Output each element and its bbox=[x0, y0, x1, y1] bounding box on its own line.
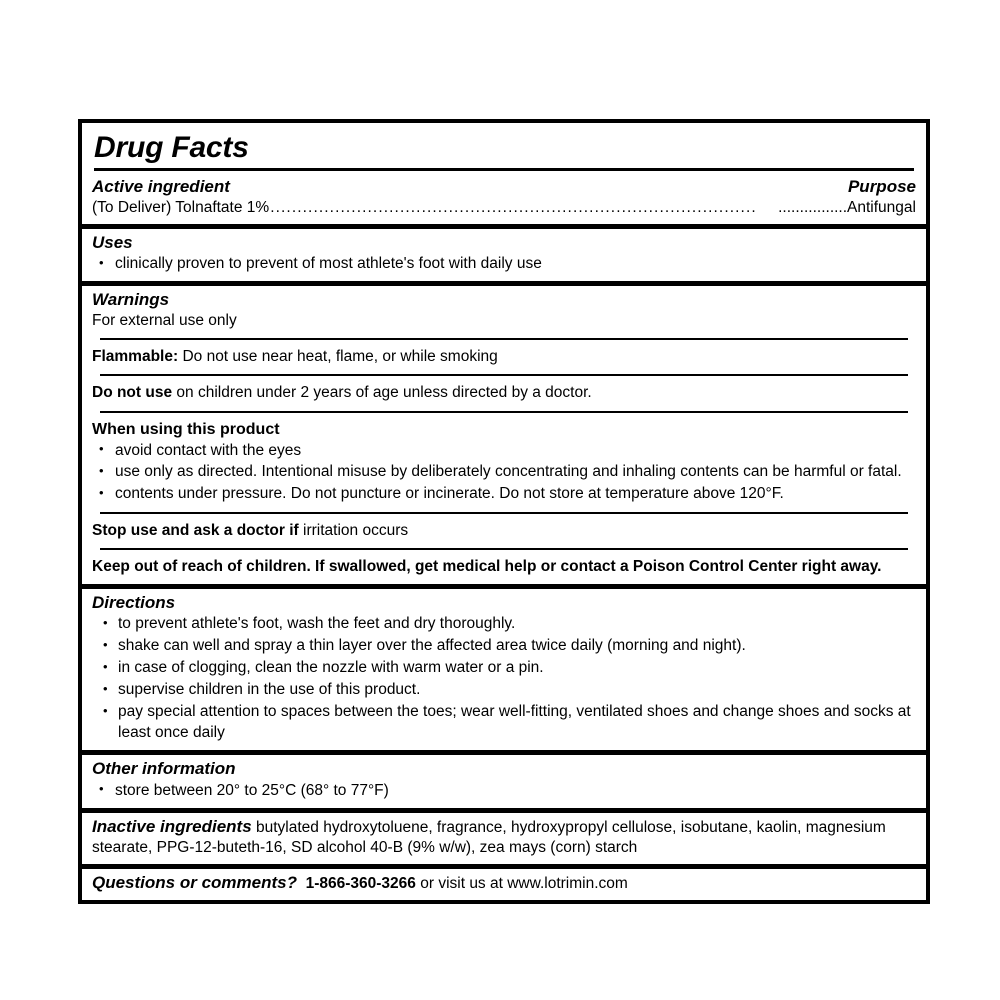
list-item: • pay special attention to spaces between the toes; wear well-fitting, ventilated shoes and change shoes and socks at least once daily bbox=[92, 702, 916, 744]
list-item: • to prevent athlete's foot, wash the feet and dry thoroughly. bbox=[92, 614, 916, 635]
purpose-heading: Purpose bbox=[847, 177, 916, 197]
when-using-heading: When using this product bbox=[92, 420, 280, 438]
warnings-divider-5 bbox=[100, 548, 908, 550]
warnings-stop-use bbox=[92, 521, 916, 541]
list-item: • supervise children in the use of this product. bbox=[92, 680, 916, 701]
warnings-divider-3 bbox=[100, 411, 908, 413]
warnings-do-not-use bbox=[92, 383, 916, 403]
stop-use-label: Stop use and ask a doctor if bbox=[92, 522, 299, 540]
warnings-external-use: For external use only bbox=[92, 312, 237, 330]
stop-use-text: irritation occurs bbox=[298, 522, 409, 540]
warnings-keep-out-of-reach bbox=[92, 557, 916, 577]
other-information-heading: Other information bbox=[92, 758, 236, 778]
warnings-divider-4 bbox=[100, 512, 908, 514]
warnings-divider-2 bbox=[100, 374, 908, 376]
warnings-flammable bbox=[92, 347, 916, 367]
other-information-list bbox=[92, 781, 916, 802]
flammable-text: Do not use near heat, flame, or while smoking bbox=[178, 348, 498, 366]
purpose-value: Antifungal bbox=[847, 198, 916, 216]
list-item: • clinically proven to prevent of most athlete's foot with daily use bbox=[92, 254, 916, 275]
section-uses bbox=[82, 224, 926, 282]
leader-dots: .......................................................................................... bbox=[270, 198, 757, 216]
active-ingredient-heading-row bbox=[92, 177, 916, 198]
inactive-ingredients-heading: Inactive ingredients bbox=[92, 816, 252, 836]
when-using-list bbox=[92, 441, 916, 506]
uses-list bbox=[92, 254, 916, 275]
questions-heading: Questions or comments? bbox=[92, 872, 297, 892]
active-ingredient-row bbox=[92, 198, 916, 218]
list-item: • store between 20° to 25°C (68° to 77°F) bbox=[92, 781, 916, 802]
directions-list bbox=[92, 614, 916, 744]
questions-text: or visit us at www.lotrimin.com bbox=[415, 874, 628, 892]
list-item: • in case of clogging, clean the nozzle with warm water or a pin. bbox=[92, 658, 916, 679]
section-inactive-ingredients bbox=[82, 808, 926, 864]
drug-facts-label bbox=[78, 119, 930, 904]
section-directions bbox=[82, 584, 926, 750]
leader-dots-tight: ....... bbox=[778, 198, 809, 216]
warnings-divider-1 bbox=[100, 338, 908, 340]
questions-paragraph bbox=[92, 873, 916, 894]
list-item: • contents under pressure. Do not puncture or incinerate. Do not store at temperature above 120°F. bbox=[92, 484, 916, 505]
section-active-ingredient bbox=[82, 123, 926, 224]
leader-dots-end: ......... bbox=[808, 198, 848, 216]
do-not-use-text: on children under 2 years of age unless directed by a doctor. bbox=[172, 384, 592, 402]
do-not-use-label: Do not use bbox=[92, 384, 173, 402]
section-other-information bbox=[82, 750, 926, 808]
keep-out-text: If swallowed, get medical help or contact a Poison Control Center right away. bbox=[310, 558, 882, 576]
active-ingredient-name: (To Deliver) Tolnaftate 1% bbox=[92, 198, 270, 216]
uses-heading: Uses bbox=[92, 232, 133, 252]
directions-heading: Directions bbox=[92, 592, 176, 612]
list-item: • shake can well and spray a thin layer over the affected area twice daily (morning and night). bbox=[92, 636, 916, 657]
inactive-ingredients-text: butylated hydroxytoluene, fragrance, hydroxypropyl cellulose, isobutane, kaolin, magnesium stearate, PPG-12-buteth-16, SD alcohol 40-B (9% w/w), zea mays (corn) starch bbox=[92, 818, 886, 856]
questions-phone: 1-866-360-3266 bbox=[305, 874, 416, 892]
page-title: Drug Facts bbox=[94, 131, 249, 164]
warnings-heading: Warnings bbox=[92, 290, 170, 310]
keep-out-label: Keep out of reach of children. bbox=[92, 558, 311, 576]
section-questions bbox=[82, 864, 926, 900]
flammable-label: Flammable: bbox=[92, 348, 179, 366]
inactive-ingredients-paragraph bbox=[92, 817, 916, 858]
list-item: • avoid contact with the eyes bbox=[92, 441, 916, 462]
list-item: • use only as directed. Intentional misuse by deliberately concentrating and inhaling contents can be harmful or fatal. bbox=[92, 462, 916, 483]
section-warnings bbox=[82, 281, 926, 583]
active-ingredient-heading: Active ingredient bbox=[92, 177, 230, 197]
title-divider bbox=[94, 168, 914, 171]
